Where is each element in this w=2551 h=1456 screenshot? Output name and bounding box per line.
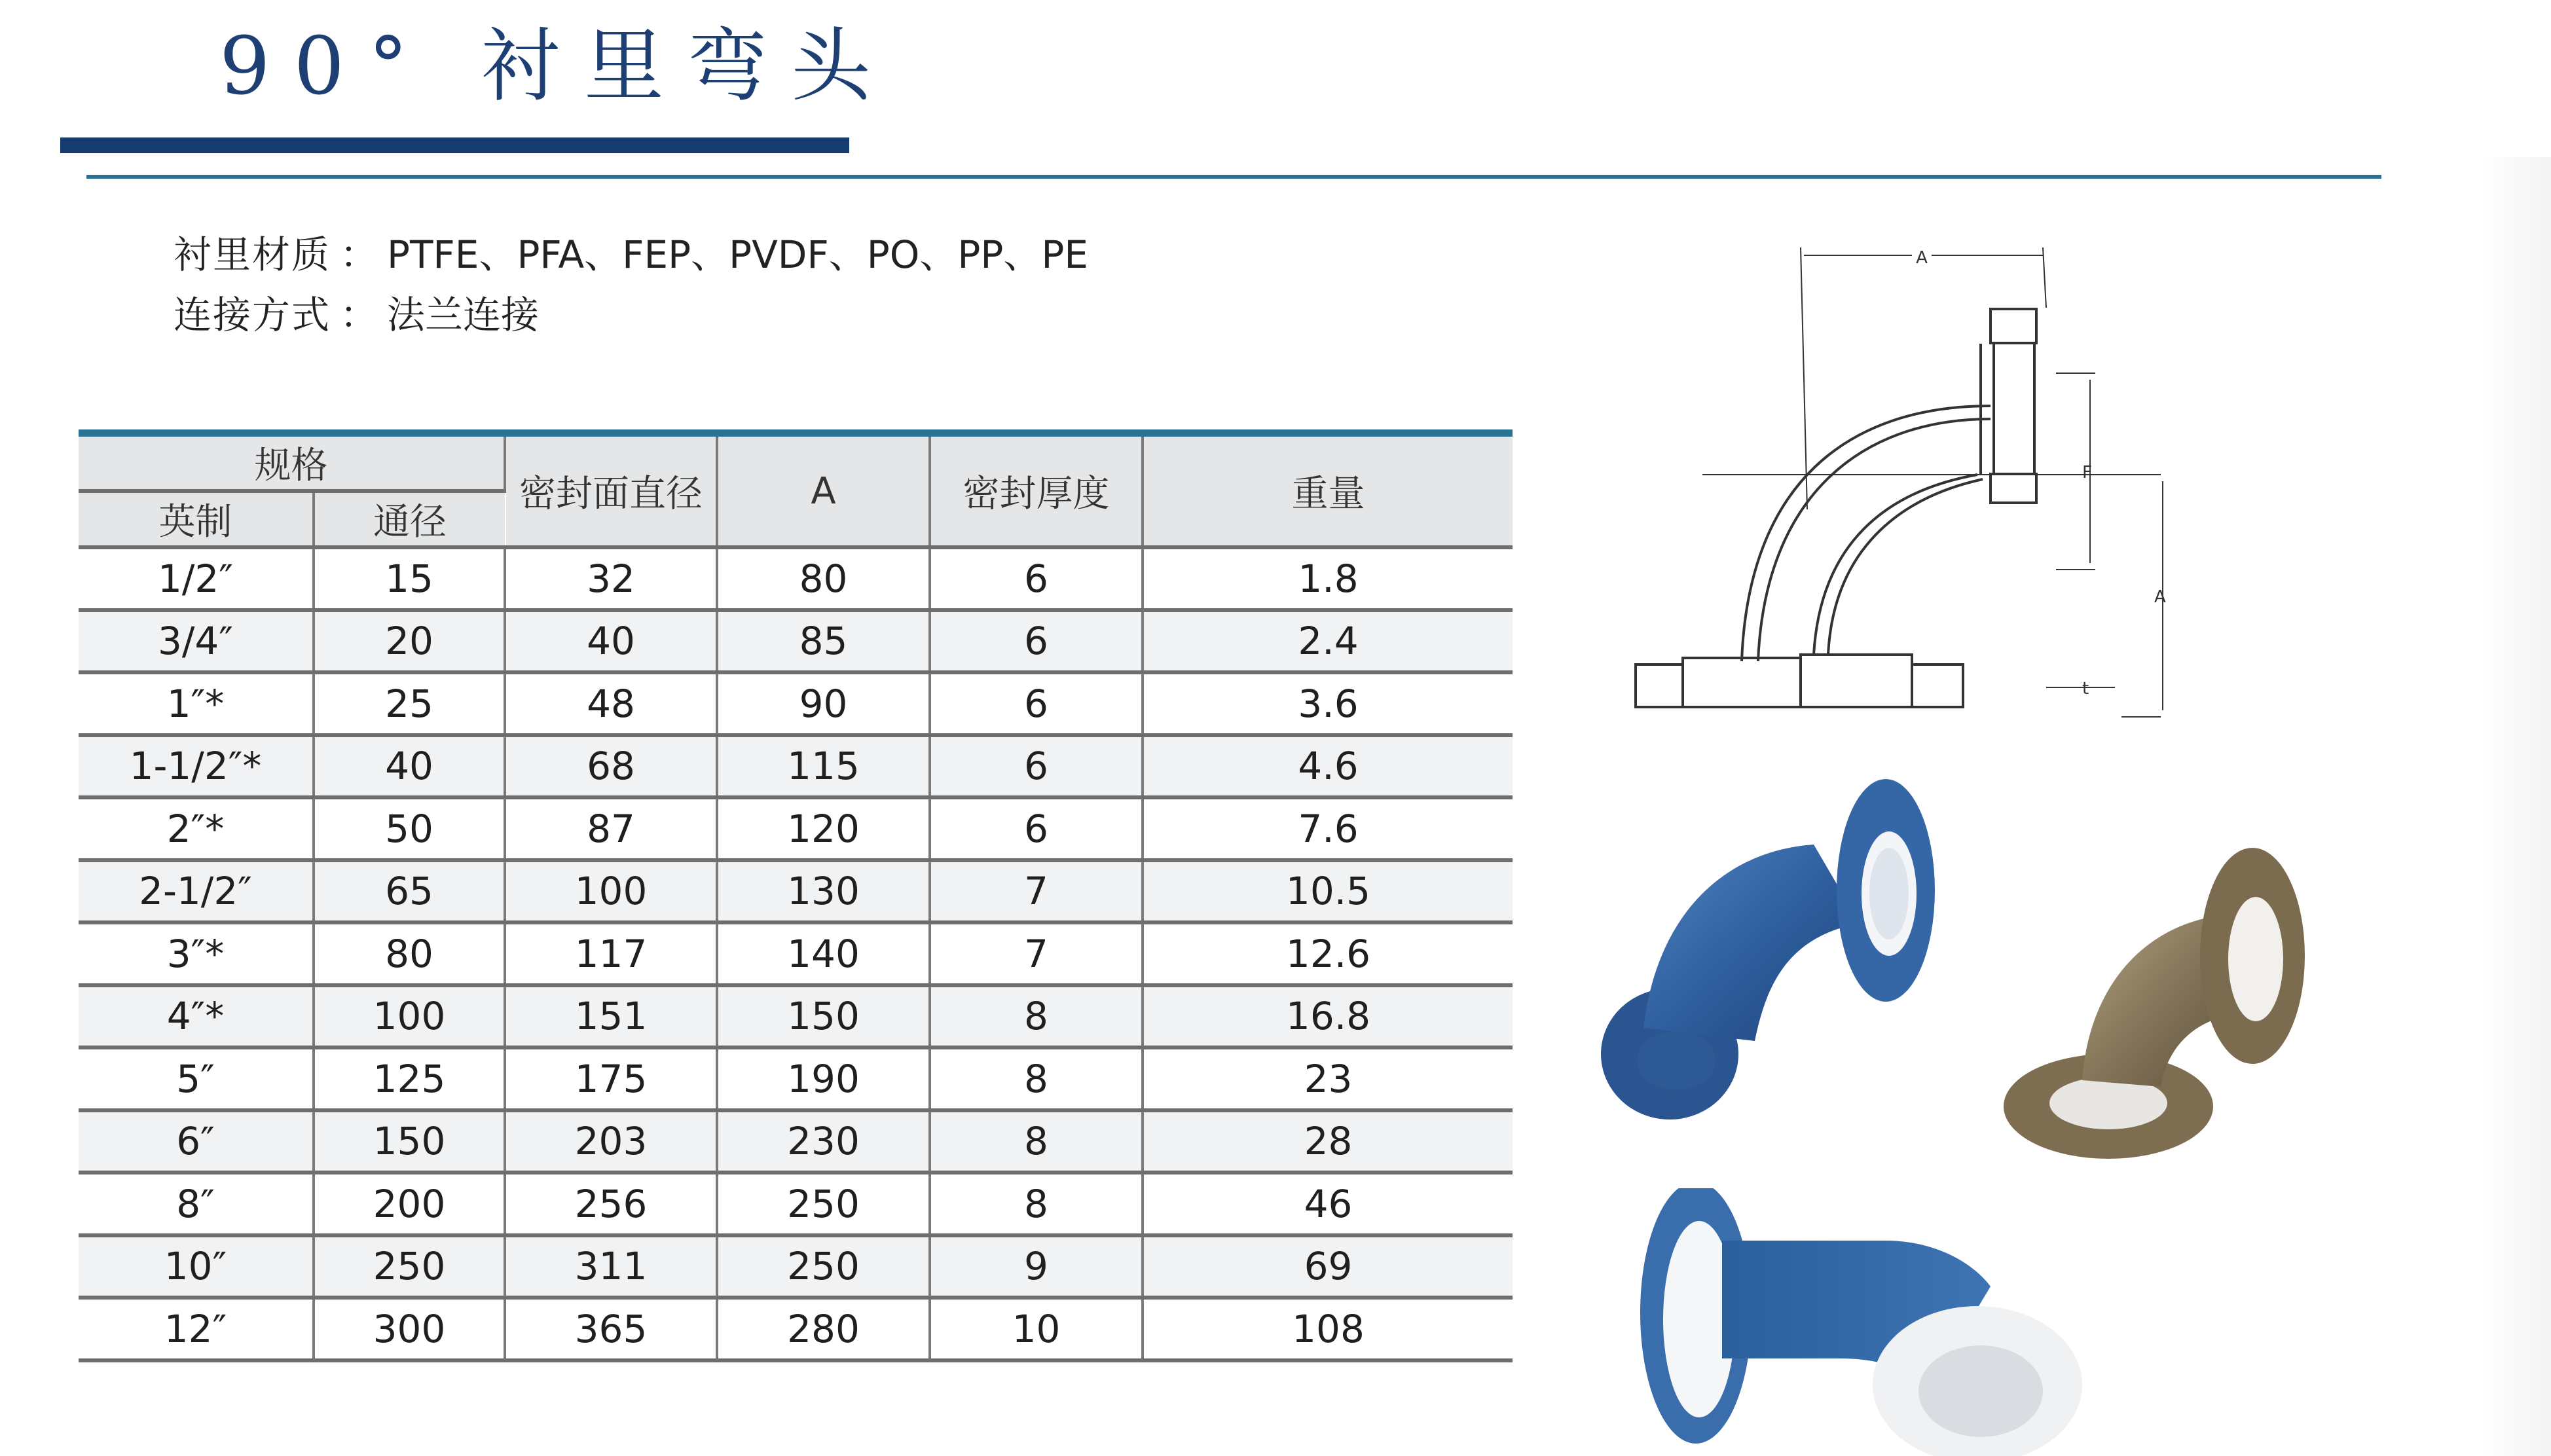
- table-row: [79, 672, 1513, 735]
- cell-imperial: 5″: [79, 1047, 314, 1110]
- cell-weight: 23: [1143, 1047, 1513, 1110]
- blue-elbow-photo: [1598, 779, 1964, 1139]
- header-imperial: 英制: [79, 491, 314, 547]
- cell-seal-thickness: 8: [930, 1173, 1143, 1235]
- cell-nominal: 300: [314, 1298, 505, 1360]
- connection-spec-line: [174, 293, 540, 337]
- connection-value: 法兰连接: [387, 293, 540, 337]
- cell-a: 90: [717, 672, 930, 735]
- cell-a: 280: [717, 1298, 930, 1360]
- table-row: [79, 610, 1513, 673]
- cell-weight: 69: [1143, 1235, 1513, 1298]
- table-row: [79, 797, 1513, 860]
- cell-seal-thickness: 7: [930, 860, 1143, 923]
- cell-a: 80: [717, 547, 930, 610]
- header-seal-diameter: 密封面直径: [505, 433, 717, 548]
- cell-imperial: 1-1/2″*: [79, 735, 314, 798]
- table-row: [79, 1110, 1513, 1173]
- cell-imperial: 6″: [79, 1110, 314, 1173]
- cell-weight: 4.6: [1143, 735, 1513, 798]
- cell-seal-thickness: 6: [930, 672, 1143, 735]
- page-title: 90° 衬里弯头: [219, 20, 895, 113]
- table-row: [79, 922, 1513, 985]
- dimension-label-a-side: A: [2154, 587, 2166, 607]
- cell-seal-diameter: 175: [505, 1047, 717, 1110]
- cell-seal-thickness: 6: [930, 610, 1143, 673]
- table-row: [79, 860, 1513, 923]
- cell-weight: 7.6: [1143, 797, 1513, 860]
- cell-nominal: 65: [314, 860, 505, 923]
- cell-imperial: 1/2″: [79, 547, 314, 610]
- dimension-table: [79, 429, 1513, 1362]
- cell-nominal: 50: [314, 797, 505, 860]
- cell-a: 150: [717, 985, 930, 1048]
- dimension-label-t: t: [2082, 679, 2089, 699]
- cell-seal-thickness: 8: [930, 1047, 1143, 1110]
- cell-a: 250: [717, 1173, 930, 1235]
- cell-seal-diameter: 40: [505, 610, 717, 673]
- right-edge-shade: [2482, 157, 2551, 1456]
- cell-nominal: 150: [314, 1110, 505, 1173]
- cell-imperial: 12″: [79, 1298, 314, 1360]
- material-label: 衬里材质: [174, 232, 331, 277]
- cell-imperial: 1″*: [79, 672, 314, 735]
- cell-weight: 2.4: [1143, 610, 1513, 673]
- cell-imperial: 3/4″: [79, 610, 314, 673]
- cell-weight: 3.6: [1143, 672, 1513, 735]
- white-lined-elbow-photo: [1624, 1188, 2108, 1456]
- cell-weight: 28: [1143, 1110, 1513, 1173]
- table-row: [79, 1047, 1513, 1110]
- cell-nominal: 20: [314, 610, 505, 673]
- cell-imperial: 2″*: [79, 797, 314, 860]
- dimension-label-f: F: [2082, 463, 2092, 482]
- table-row: [79, 1298, 1513, 1360]
- cell-seal-thickness: 9: [930, 1235, 1143, 1298]
- cell-nominal: 200: [314, 1173, 505, 1235]
- header-weight: 重量: [1143, 433, 1513, 548]
- cell-weight: 12.6: [1143, 922, 1513, 985]
- dimension-label-a-top: A: [1916, 248, 1928, 268]
- cell-a: 115: [717, 735, 930, 798]
- cell-nominal: 25: [314, 672, 505, 735]
- material-separator: ：: [340, 232, 378, 277]
- table-row: [79, 985, 1513, 1048]
- header-nominal: 通径: [314, 491, 505, 547]
- cell-a: 130: [717, 860, 930, 923]
- cell-nominal: 125: [314, 1047, 505, 1110]
- cell-a: 190: [717, 1047, 930, 1110]
- cell-seal-diameter: 311: [505, 1235, 717, 1298]
- cell-a: 120: [717, 797, 930, 860]
- cell-seal-diameter: 203: [505, 1110, 717, 1173]
- cell-seal-diameter: 68: [505, 735, 717, 798]
- header-a: A: [717, 433, 930, 548]
- cell-a: 140: [717, 922, 930, 985]
- cell-seal-diameter: 365: [505, 1298, 717, 1360]
- cell-a: 250: [717, 1235, 930, 1298]
- cell-a: 85: [717, 610, 930, 673]
- cell-seal-diameter: 100: [505, 860, 717, 923]
- cell-seal-thickness: 8: [930, 1110, 1143, 1173]
- cell-imperial: 8″: [79, 1173, 314, 1235]
- cell-a: 230: [717, 1110, 930, 1173]
- table-row: [79, 547, 1513, 610]
- cell-seal-diameter: 151: [505, 985, 717, 1048]
- cell-seal-diameter: 87: [505, 797, 717, 860]
- table-row: [79, 735, 1513, 798]
- material-spec-line: [174, 232, 1088, 277]
- cell-seal-diameter: 48: [505, 672, 717, 735]
- cell-imperial: 10″: [79, 1235, 314, 1298]
- cell-seal-thickness: 7: [930, 922, 1143, 985]
- cell-seal-thickness: 8: [930, 985, 1143, 1048]
- connection-label: 连接方式: [174, 293, 331, 337]
- brass-elbow-photo: [1984, 805, 2338, 1172]
- cell-seal-diameter: 32: [505, 547, 717, 610]
- header-rule: [86, 175, 2381, 179]
- cell-weight: 10.5: [1143, 860, 1513, 923]
- cell-seal-thickness: 10: [930, 1298, 1143, 1360]
- header-seal-thickness: 密封厚度: [930, 433, 1143, 548]
- cell-weight: 1.8: [1143, 547, 1513, 610]
- cell-imperial: 3″*: [79, 922, 314, 985]
- cell-nominal: 15: [314, 547, 505, 610]
- table-row: [79, 1235, 1513, 1298]
- cell-nominal: 80: [314, 922, 505, 985]
- cell-imperial: 2-1/2″: [79, 860, 314, 923]
- cell-seal-thickness: 6: [930, 797, 1143, 860]
- cell-weight: 46: [1143, 1173, 1513, 1235]
- cell-seal-diameter: 256: [505, 1173, 717, 1235]
- cell-imperial: 4″*: [79, 985, 314, 1048]
- table-row: [79, 1173, 1513, 1235]
- material-value: PTFE、PFA、FEP、PVDF、PO、PP、PE: [387, 232, 1088, 277]
- cell-weight: 16.8: [1143, 985, 1513, 1048]
- cell-nominal: 250: [314, 1235, 505, 1298]
- cell-weight: 108: [1143, 1298, 1513, 1360]
- cell-seal-thickness: 6: [930, 547, 1143, 610]
- header-spec: 规格: [79, 433, 505, 492]
- cell-seal-thickness: 6: [930, 735, 1143, 798]
- title-underline-bar: [60, 137, 849, 153]
- connection-separator: ：: [340, 293, 378, 337]
- cell-seal-diameter: 117: [505, 922, 717, 985]
- cell-nominal: 100: [314, 985, 505, 1048]
- elbow-technical-drawing: [1624, 236, 2187, 733]
- cell-nominal: 40: [314, 735, 505, 798]
